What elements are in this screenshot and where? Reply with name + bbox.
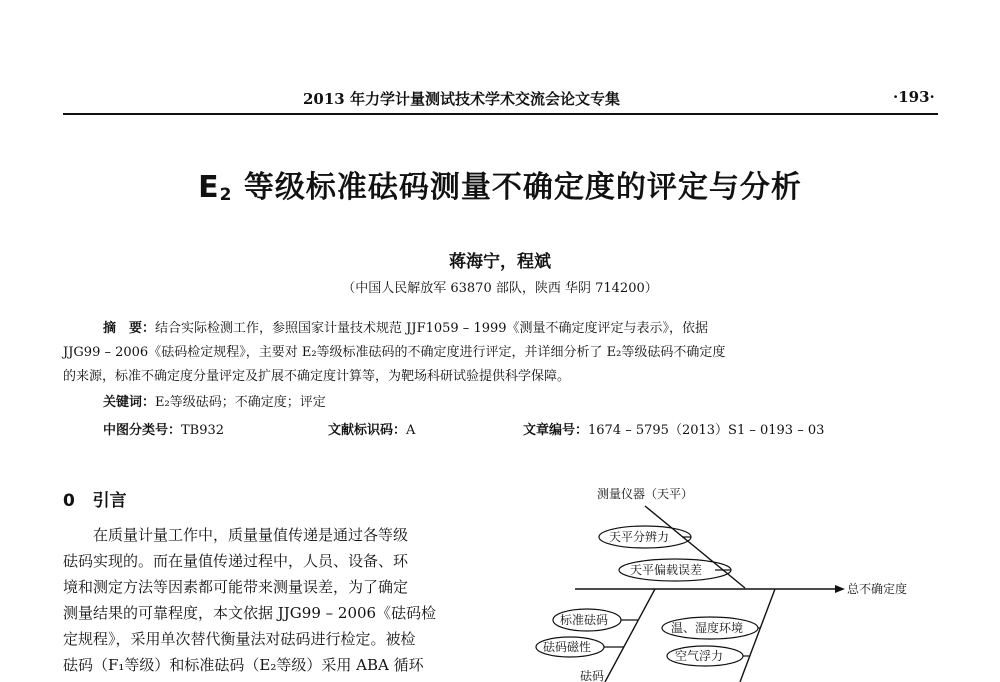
lower-left-bone <box>605 589 655 682</box>
running-header-journal: 2013 年力学计量测试技术学术交流会论文专集 <box>303 90 620 108</box>
affiliation: （中国人民解放军 63870 部队，陕西 华阴 714200） <box>342 281 658 296</box>
cause-label: 砝码磁性 <box>543 640 592 654</box>
spine-arrowhead <box>835 585 845 593</box>
abstract-label: 摘 要： <box>103 321 156 336</box>
body-line: 砝码（F₁等级）和标准砝码（E₂等级）采用 ABA 循环 <box>63 656 424 674</box>
body-line: 境和测定方法等因素都可能带来测量误差，为了确定 <box>63 578 409 596</box>
cause-label: 砝码 <box>580 669 605 682</box>
body-line: 定规程》，采用单次替代衡量法对砝码进行检定。被检 <box>63 630 416 648</box>
section-title: 引言 <box>92 491 127 511</box>
body-line: 测量结果的可靠程度，本文依据 JJG99 – 2006《砝码检 <box>63 604 437 622</box>
abstract-line-1: 摘 要：结合实际检测工作，参照国家计量技术规范 JJF1059 – 1999《测量不确定度评定与表示》，依据 <box>103 321 709 336</box>
title-prefix: E <box>198 170 220 205</box>
body-line: 在质量计量工作中，质量量值传递是通过各等级 <box>63 526 409 544</box>
figure-output-label: 总不确定度 <box>847 582 908 596</box>
authors: 蒋海宁，程斌 <box>449 252 551 272</box>
section-number: 0 <box>63 491 75 511</box>
cause-label: 温、湿度环境 <box>671 621 744 635</box>
body-line: 砝码实现的。而在量值传递过程中，人员、设备、环 <box>63 552 409 570</box>
cause-label: 空气浮力 <box>675 649 724 663</box>
header-rule <box>63 113 938 115</box>
running-header-page: ·193· <box>893 88 935 106</box>
abstract-line-2: JJG99 – 2006《砝码检定规程》，主要对 E₂等级标准砝码的不确定度进行评定，并详细分析了 E₂等级砝码不确定度 <box>63 345 726 360</box>
title-text: 等级标准砝码测量不确定度的评定与分析 <box>232 170 802 205</box>
figure-top-label: 测量仪器（天平） <box>597 487 694 501</box>
cause-label: 标准砝码 <box>560 613 609 627</box>
abstract-line-3: 的来源，标准不确定度分量评定及扩展不确定度计算等，为靶场科研试验提供科学保障。 <box>63 369 571 384</box>
title-subscript: 2 <box>219 185 233 205</box>
clc-number: 中图分类号：TB932 <box>103 423 225 438</box>
document-code: 文献标识码：A <box>328 423 416 438</box>
article-number: 文章编号：1674 – 5795（2013）S1 – 0193 – 03 <box>523 423 825 438</box>
keywords-label: 关键词： <box>103 395 156 410</box>
cause-label: 天平偏载误差 <box>630 563 703 577</box>
fishbone-diagram <box>535 480 955 682</box>
section-heading <box>63 486 127 511</box>
cause-label: 天平分辨力 <box>609 530 670 544</box>
paper-title <box>0 162 1000 206</box>
keywords-text: E₂等级砝码；不确定度；评定 <box>155 395 326 410</box>
keywords <box>103 392 326 414</box>
